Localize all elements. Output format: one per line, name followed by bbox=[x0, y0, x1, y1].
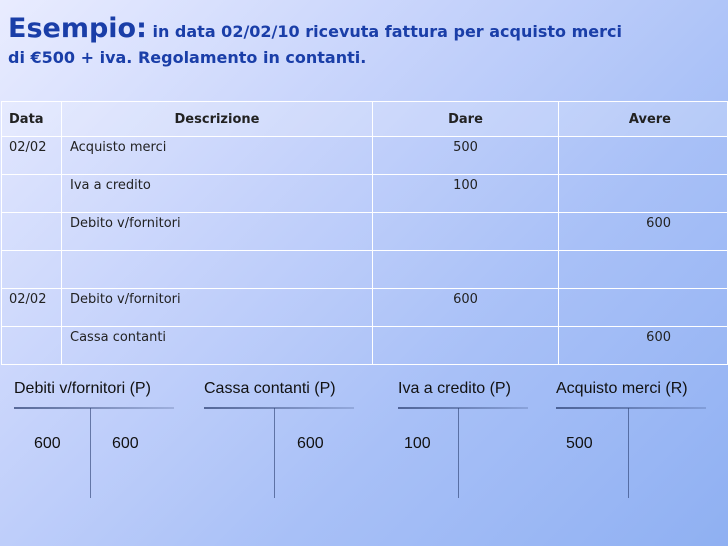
table-row bbox=[2, 289, 728, 327]
cell-avere bbox=[559, 137, 728, 175]
t-account-name: Iva a credito (P) bbox=[398, 380, 511, 397]
t-account-cassa-contanti bbox=[204, 380, 354, 500]
title-heading: Esempio: bbox=[8, 13, 147, 44]
cell-description: Acquisto merci bbox=[62, 137, 373, 175]
t-account-divider bbox=[398, 407, 528, 409]
t-account-avere: 600 bbox=[112, 435, 139, 452]
t-account-divider bbox=[90, 408, 91, 498]
t-account-divider bbox=[274, 408, 275, 498]
journal-header-row bbox=[2, 102, 728, 137]
cell-description: Cassa contanti bbox=[62, 327, 373, 365]
cell-dare: 500 bbox=[373, 137, 559, 175]
table-row bbox=[2, 213, 728, 251]
cell-avere bbox=[559, 175, 728, 213]
title-line-1: in data 02/02/10 ricevuta fattura per acquisto merci bbox=[152, 22, 622, 41]
t-account-divider bbox=[14, 407, 174, 409]
cell-description: Debito v/fornitori bbox=[62, 289, 373, 327]
t-account-acquisto-merci bbox=[556, 380, 716, 500]
t-account-debiti-fornitori bbox=[14, 380, 174, 500]
title-line-2: di €500 + iva. Regolamento in contanti. bbox=[8, 47, 367, 67]
t-account-name: Debiti v/fornitori (P) bbox=[14, 380, 151, 397]
cell-description: Iva a credito bbox=[62, 175, 373, 213]
cell-date bbox=[2, 327, 62, 365]
cell-avere: 600 bbox=[559, 327, 728, 365]
header-dare: Dare bbox=[373, 102, 559, 137]
t-account-iva-credito bbox=[398, 380, 536, 500]
cell-date bbox=[2, 175, 62, 213]
t-account-name: Cassa contanti (P) bbox=[204, 380, 336, 397]
cell-description: Debito v/fornitori bbox=[62, 213, 373, 251]
t-account-dare: 500 bbox=[566, 435, 593, 452]
t-account-divider bbox=[204, 407, 354, 409]
slide-title bbox=[8, 12, 720, 68]
cell-dare bbox=[373, 213, 559, 251]
cell-avere bbox=[559, 289, 728, 327]
journal-table bbox=[1, 101, 728, 365]
cell-date: 02/02 bbox=[2, 137, 62, 175]
t-account-dare: 600 bbox=[34, 435, 61, 452]
cell-avere: 600 bbox=[559, 213, 728, 251]
t-account-divider bbox=[458, 408, 459, 498]
cell-date: 02/02 bbox=[2, 289, 62, 327]
t-account-name: Acquisto merci (R) bbox=[556, 380, 688, 397]
table-row bbox=[2, 327, 728, 365]
t-account-divider bbox=[556, 407, 706, 409]
table-row bbox=[2, 251, 728, 289]
cell-dare: 600 bbox=[373, 289, 559, 327]
t-account-avere: 600 bbox=[297, 435, 324, 452]
cell-date bbox=[2, 251, 62, 289]
t-account-divider bbox=[628, 408, 629, 498]
cell-dare bbox=[373, 327, 559, 365]
cell-date bbox=[2, 213, 62, 251]
cell-dare bbox=[373, 251, 559, 289]
cell-dare: 100 bbox=[373, 175, 559, 213]
t-account-dare: 100 bbox=[404, 435, 431, 452]
header-avere: Avere bbox=[559, 102, 728, 137]
table-row bbox=[2, 175, 728, 213]
header-descrizione: Descrizione bbox=[62, 102, 373, 137]
cell-avere bbox=[559, 251, 728, 289]
cell-description bbox=[62, 251, 373, 289]
header-data: Data bbox=[2, 102, 62, 137]
table-row bbox=[2, 137, 728, 175]
